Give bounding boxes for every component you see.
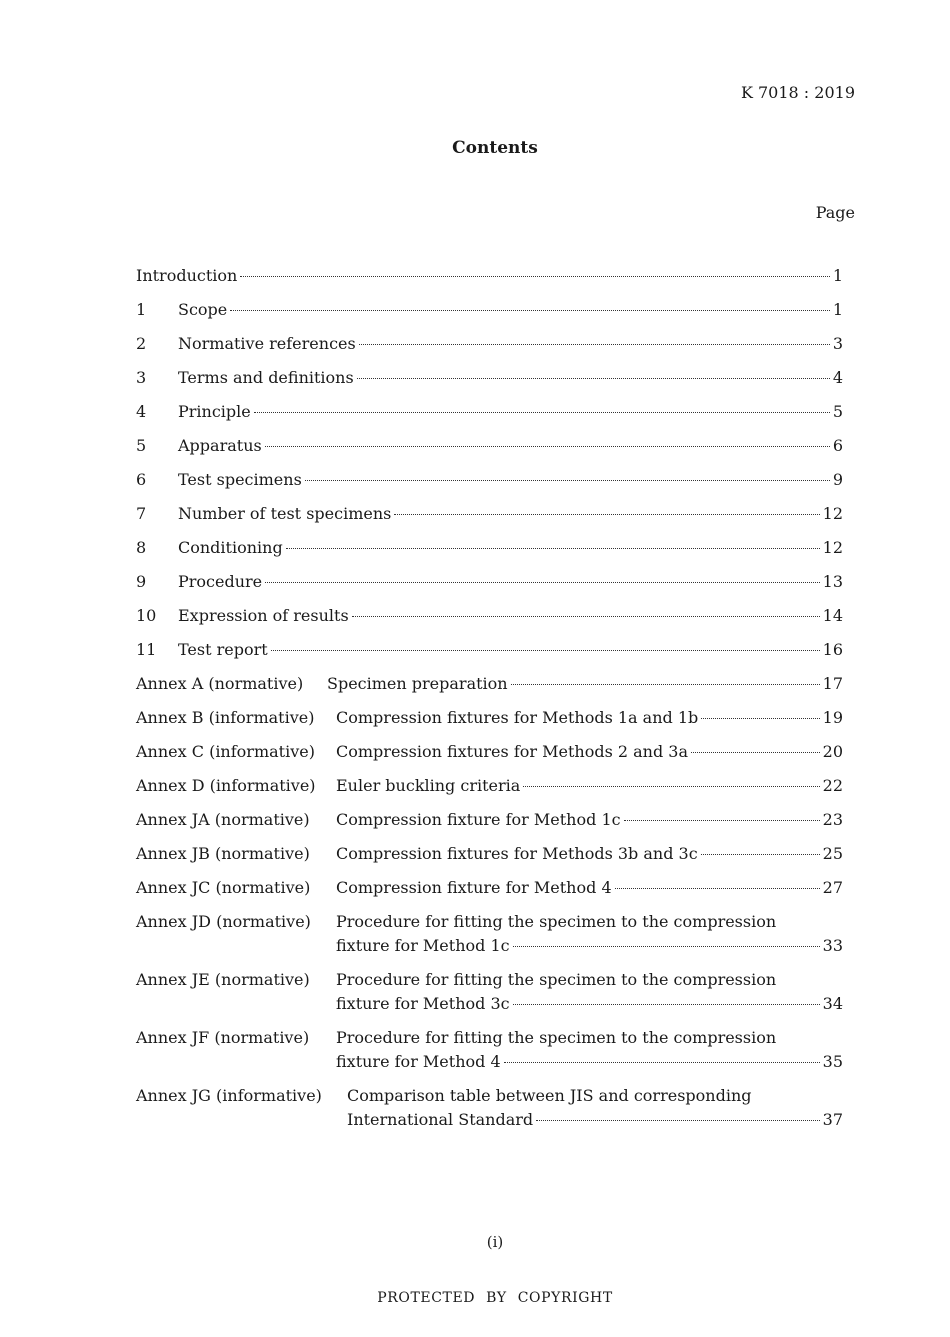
toc-entry-page: 9	[832, 470, 843, 489]
annex-label: Annex JF (normative)	[136, 1028, 310, 1047]
dot-leader	[240, 275, 829, 277]
toc-entry-title: Compression fixture for Method 1c	[336, 810, 621, 829]
toc-entry-clause[interactable]	[136, 468, 843, 492]
toc-entry-page: 27	[822, 878, 843, 897]
toc-entry-title-line: Procedure for fitting the specimen to the compression	[336, 912, 777, 931]
toc-entry-title: Introduction	[136, 266, 238, 285]
clause-number: 1	[136, 300, 147, 319]
toc-entry-title: Compression fixtures for Methods 3b and 3c	[336, 844, 698, 863]
toc-entry-page: 12	[822, 538, 843, 557]
toc-entry-page: 23	[822, 810, 843, 829]
dot-leader	[504, 1061, 820, 1063]
toc-entry-page: 19	[822, 708, 843, 727]
annex-label: Annex D (informative)	[136, 776, 316, 795]
toc-entry-title-line: fixture for Method 4	[336, 1052, 501, 1071]
clause-number: 11	[136, 640, 157, 659]
dot-leader	[513, 945, 820, 947]
dot-leader	[513, 1003, 820, 1005]
annex-label: Annex JD (normative)	[136, 912, 311, 931]
toc-entry-title: Test specimens	[178, 470, 302, 489]
toc-entry-title: Compression fixtures for Methods 2 and 3a	[336, 742, 689, 761]
toc-entry-clause[interactable]	[136, 502, 843, 526]
toc-entry-title: Terms and definitions	[178, 368, 354, 387]
page-title: Contents	[452, 138, 538, 158]
dot-leader	[230, 309, 830, 311]
toc-entry-page: 5	[832, 402, 843, 421]
document-code: K 7018 : 2019	[740, 83, 855, 102]
toc-entry-title-line: fixture for Method 1c	[336, 936, 510, 955]
toc-entry-page: 4	[832, 368, 843, 387]
clause-number: 3	[136, 368, 147, 387]
annex-label: Annex JB (normative)	[136, 844, 310, 863]
dot-leader	[523, 785, 819, 787]
toc-entry-title-line: Comparison table between JIS and corresponding	[347, 1086, 752, 1105]
toc-entry-annex[interactable]	[136, 842, 843, 866]
annex-label: Annex B (informative)	[136, 708, 315, 727]
toc-entry-page: 14	[822, 606, 843, 625]
dot-leader	[615, 887, 820, 889]
toc-entry-clause[interactable]	[136, 332, 843, 356]
toc-entry-title: Conditioning	[178, 538, 283, 557]
clause-number: 2	[136, 334, 147, 353]
toc-entry-page: 6	[832, 436, 843, 455]
page-column-label: Page	[815, 203, 855, 222]
toc-entry-page: 17	[822, 674, 843, 693]
page-number: (i)	[486, 1233, 504, 1251]
clause-number: 5	[136, 436, 147, 455]
dot-leader	[691, 751, 820, 753]
toc-entry-annex[interactable]	[136, 876, 843, 900]
dot-leader	[536, 1119, 819, 1121]
dot-leader	[624, 819, 820, 821]
toc-entry-page: 20	[822, 742, 843, 761]
toc-entry-clause[interactable]	[136, 400, 843, 424]
dot-leader	[265, 445, 830, 447]
toc-entry-title-line: fixture for Method 3c	[336, 994, 510, 1013]
clause-number: 8	[136, 538, 147, 557]
toc-entry-title: Specimen preparation	[327, 674, 508, 693]
toc-entry-page: 1	[832, 266, 843, 285]
toc-entry-title: Principle	[178, 402, 251, 421]
toc-entry-title-line: Procedure for fitting the specimen to the compression	[336, 1028, 777, 1047]
toc-entry-page: 34	[822, 994, 843, 1013]
dot-leader	[511, 683, 820, 685]
dot-leader	[701, 717, 819, 719]
toc-entry-title: Expression of results	[178, 606, 349, 625]
toc-entry-title: Euler buckling criteria	[336, 776, 521, 795]
toc-entry-clause[interactable]	[136, 434, 843, 458]
toc-entry-page: 13	[822, 572, 843, 591]
toc-entry-page: 12	[822, 504, 843, 523]
dot-leader	[394, 513, 819, 515]
toc-entry-annex[interactable]	[136, 672, 843, 696]
toc-entry-title: Apparatus	[178, 436, 262, 455]
clause-number: 4	[136, 402, 147, 421]
toc-entry-clause[interactable]	[136, 366, 843, 390]
toc-entry-clause[interactable]	[136, 536, 843, 560]
toc-entry-clause[interactable]	[136, 604, 843, 628]
annex-label: Annex JE (normative)	[136, 970, 310, 989]
toc-entry-title: Number of test specimens	[178, 504, 392, 523]
annex-label: Annex C (informative)	[136, 742, 315, 761]
toc-entry-annex[interactable]	[136, 706, 843, 730]
toc-entry-title: Compression fixtures for Methods 1a and 1b	[336, 708, 699, 727]
toc-entry-annex[interactable]	[136, 1026, 843, 1074]
dot-leader	[359, 343, 830, 345]
toc-entry-page: 37	[822, 1110, 843, 1129]
annex-label: Annex JC (normative)	[136, 878, 311, 897]
toc-entry-introduction[interactable]	[136, 264, 843, 288]
toc-entry-title: Normative references	[178, 334, 356, 353]
clause-number: 10	[136, 606, 157, 625]
toc-entry-page: 35	[822, 1052, 843, 1071]
clause-number: 9	[136, 572, 147, 591]
dot-leader	[305, 479, 830, 481]
toc-entry-page: 22	[822, 776, 843, 795]
toc-entry-annex[interactable]	[136, 968, 843, 1016]
toc-entry-clause[interactable]	[136, 570, 843, 594]
dot-leader	[352, 615, 820, 617]
toc-entry-title: Scope	[178, 300, 228, 319]
dot-leader	[254, 411, 830, 413]
dot-leader	[701, 853, 820, 855]
toc-entry-annex[interactable]	[136, 1084, 843, 1132]
annex-label: Annex JA (normative)	[136, 810, 310, 829]
dot-leader	[265, 581, 820, 583]
toc-entry-title-line: Procedure for fitting the specimen to the compression	[336, 970, 777, 989]
clause-number: 6	[136, 470, 147, 489]
toc-entry-annex[interactable]	[136, 910, 843, 958]
toc-entry-title: Test report	[178, 640, 268, 659]
toc-entry-clause[interactable]	[136, 298, 843, 322]
dot-leader	[286, 547, 820, 549]
toc-entry-page: 25	[822, 844, 843, 863]
toc-entry-page: 3	[832, 334, 843, 353]
dot-leader	[357, 377, 830, 379]
toc-entry-clause[interactable]	[136, 638, 843, 662]
clause-number: 7	[136, 504, 147, 523]
toc-entry-title: Compression fixture for Method 4	[336, 878, 612, 897]
annex-label: Annex A (normative)	[136, 674, 304, 693]
copyright-notice: PROTECTED BY COPYRIGHT	[377, 1290, 613, 1306]
toc-entry-annex[interactable]	[136, 740, 843, 764]
toc-entry-page: 16	[822, 640, 843, 659]
toc-entry-title: Procedure	[178, 572, 263, 591]
toc-entry-page: 1	[832, 300, 843, 319]
toc-entry-annex[interactable]	[136, 808, 843, 832]
annex-label: Annex JG (informative)	[136, 1086, 322, 1105]
toc-entry-title-line: International Standard	[347, 1110, 534, 1129]
toc-entry-page: 33	[822, 936, 843, 955]
toc-entry-annex[interactable]	[136, 774, 843, 798]
dot-leader	[271, 649, 820, 651]
